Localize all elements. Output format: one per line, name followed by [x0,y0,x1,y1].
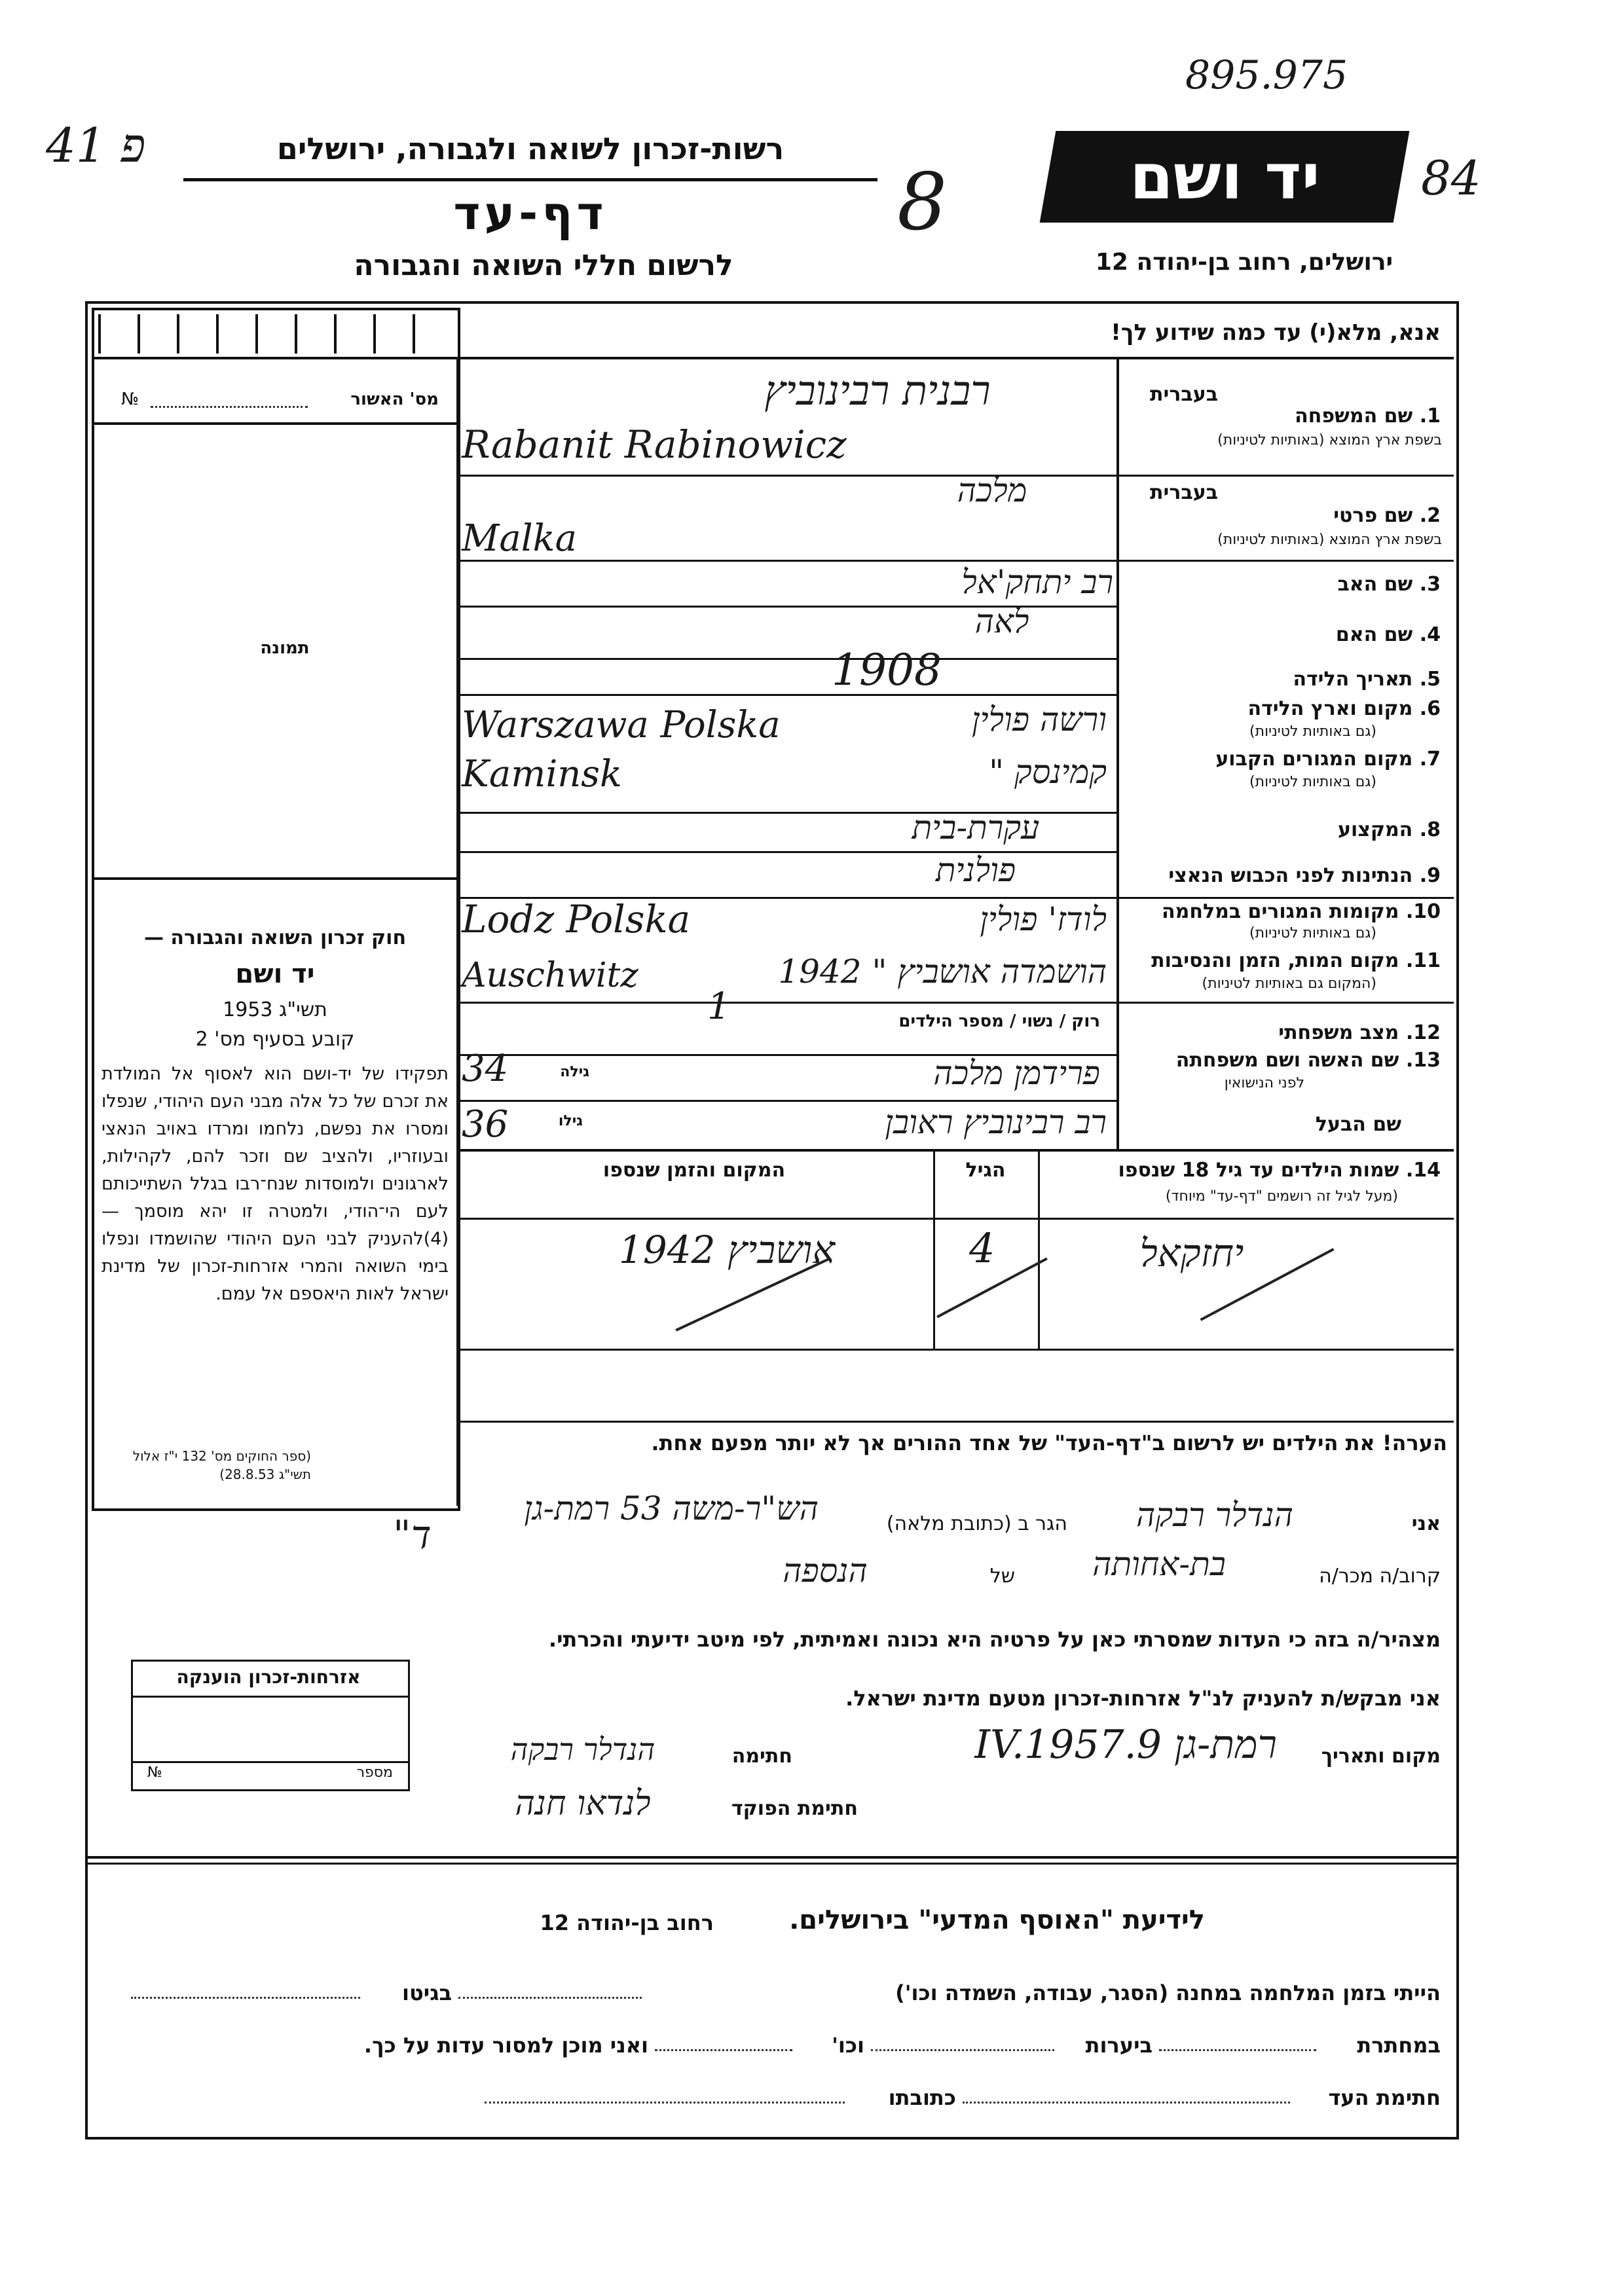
yad-vashem-logo [1040,131,1410,223]
decl-signature: הנדלר רבקה [510,1732,655,1767]
footer-rule-top [85,1856,1456,1859]
field-5-label: 5. תאריך הלידה [1293,668,1441,691]
decl-relative-label: קרוב/ה מכר/ה [1319,1565,1441,1588]
decl-request: אני מבקש/ת להעניק לנ"ל אזרחות-זכרון מטעם מדינת ישראל. [845,1686,1441,1711]
citizenship-no-symbol: № [147,1764,162,1781]
decl-statement: מצהיר/ה בזה כי העדות שמסרתי כאן על פרטיה היא נכונה ואמיתית, לפי מיטב ידיעתי והכרתי. [548,1627,1441,1652]
field-4-value: לאה [974,602,1029,640]
header-address: ירושלים, רחוב בן-יהודה 12 [1095,249,1393,276]
footer-line1-dots-2 [131,1997,360,1999]
in-hebrew-label-2: בעברית [1150,481,1218,504]
field-7-label: 7. מקום המגורים הקבוע [1215,748,1441,771]
field-4-label: 4. שם האם [1335,623,1441,646]
footer-line3-dots-2 [485,2102,845,2104]
field-5-value: 1908 [832,645,942,695]
sidebar-divider-law [93,877,456,880]
intro-text: אנא, מלא(י) עד כמה שידוע לך! [1111,319,1441,346]
sidebar-frame [92,308,460,1511]
handwritten-ref-left: 41 פ [46,118,146,173]
photo-label: תמונה [260,638,310,658]
footer-line1-b: בגיטו [402,1980,452,2005]
decl-of-value: הנספה [783,1552,868,1590]
decl-shel: של [989,1565,1015,1588]
field-11-label: 11. מקום המות, הזמן והנסיבות [1151,949,1441,972]
logo-text: יד ושם [1129,140,1320,213]
footer-line3-dots-1 [963,2102,1290,2104]
citizenship-box-divider [133,1696,408,1698]
field-13-label: 13. שם האשה ושם משפחתה [1175,1049,1441,1072]
decl-declarant: הנדלר רבקה [1136,1496,1293,1534]
law-name: יד ושם [235,959,315,989]
row-sep-9 [456,1002,1454,1004]
field-10-latin-value: Lodz Polska [462,897,691,941]
footer-line3-a: חתימת העד [1328,2085,1441,2110]
citizenship-number-label: מספר [356,1764,393,1781]
field-2-sub: בשפת ארץ המוצא (באותיות לטיניות) [1217,532,1442,548]
footer-line3-b: כתובתו [888,2085,956,2110]
sidebar-tick-strip [98,314,452,354]
footer-address: רחוב בן-יהודה 12 [540,1910,714,1935]
field-12-options: רוק / נשוי / מספר הילדים [898,1011,1100,1031]
field-13-sub: לפני הנישואין [1224,1075,1304,1091]
handwritten-ref-top: 895.975 [1185,52,1348,98]
field-9-value: פולנית [935,851,1016,889]
law-clause: קובע בסעיף מס' 2 [195,1028,355,1051]
law-text: תפקידו של יד-ושם הוא לאסוף אל המולדת את זכרם של כל אלה מבני העם היהודי, שנפלו ומסרו את נפשם, נלחמו ומרדו באויב הנאצי ובעוזריו, ולהציב שם וזכר להם, לקהילות, לארגונים ולמוסדות שנח־רבו בגלל השתייכותם לעם הי־הודי, ולמטרה זו יהא מוסמך — (4)להעניק לבני העם היהודי שהושמדו ונפלו בימי השואה והמרי אזרחות-זכרון של מדינת ישראל לאות היאספם אל עמם. [101,1064,449,1304]
field-6-hebrew-value: ורשה פולין [971,701,1107,738]
row-sep-4 [456,658,1118,660]
decl-signature-label: חתימה [731,1745,792,1768]
field-13-age-value: 34 [462,1048,509,1090]
footer-line1-a: הייתי בזמן המלחמה במחנה (הסגר, עבודה, השמדה וכו') [895,1980,1441,2005]
footer-line1-dots [458,1997,642,1999]
law-ref: (ספר החוקים מס' 132 י"ז אלול תשי"ג 28.8.53) [132,1448,311,1482]
approval-label: מס' האשור [350,390,439,409]
field-8-value: עקרת-בית [912,809,1040,847]
field-1-hebrew-value: רבנית רבינוביץ [764,367,991,414]
children-col-age [933,1149,935,1349]
children-col-age-label: הגיל [965,1159,1006,1182]
field-11-sub: (המקום גם באותיות לטיניות) [1202,975,1376,992]
field-9-label: 9. הנתינות לפני הכבוש הנאצי [1168,864,1441,887]
law-year: תשי"ג 1953 [223,998,327,1021]
form-subtitle: לרשום חללי השואה והגבורה [354,249,733,282]
decl-relation: בת-אחותה [1092,1545,1226,1583]
field-7-latin-value: Kaminsk [462,753,622,795]
approval-dotted-line [151,406,308,408]
approval-no-symbol: № [121,390,139,409]
field-3-value: רב יתחק'אל [961,563,1113,601]
field-8-label: 8. המקצוע [1338,818,1441,841]
husband-age-value: 36 [462,1103,509,1146]
footer-line2-a: במחתרת [1357,2033,1441,2058]
decl-residing-label: הגר ב (כתובת מלאה) [886,1512,1067,1535]
citizenship-box-divider-lower [133,1761,408,1763]
field-1-latin-value: Rabanit Rabinowicz [462,422,847,467]
authority-underline [183,178,877,181]
handwritten-number-center: 8 [897,157,948,248]
footer-line2-dots-3 [655,2049,792,2051]
child-age-value: 4 [969,1224,995,1272]
field-2-latin-value: Malka [462,517,577,560]
sidebar-strip-underline [93,357,456,359]
decl-place-date: רמת-גן 9.IV.1957 [974,1722,1277,1768]
footer-line2-d: ואני מוכן למסור עדות על כך. [363,2033,648,2058]
intro-underline [456,357,1454,359]
field-1-sub: בשפת ארץ המוצא (באותיות לטיניות) [1217,432,1442,448]
decl-officer: לנדאו חנה [515,1784,651,1823]
husband-label: שם הבעל [1315,1113,1401,1136]
field-11-latin-value: Auschwitz [462,956,638,995]
children-col-name [1038,1149,1040,1349]
handwritten-ref-right: 84 [1421,151,1481,206]
field-10-hebrew-value: לודז' פולין [980,900,1107,938]
husband-value: רב רבינוביץ ראובן [885,1103,1107,1141]
field-12-value: 1 [707,985,731,1028]
field-6-sub: (גם באותיות לטיניות) [1249,723,1376,740]
children-table-bottom [456,1349,1454,1351]
field-13-age-label: גילה [560,1064,589,1080]
decl-place-date-label: מקום ותאריך [1321,1745,1441,1768]
citizenship-box-title: אזרחות-זכרון הוענקה [176,1666,361,1688]
children-header-underline [456,1218,1454,1220]
child-name-value: יחזקאל [1139,1231,1244,1275]
field-6-latin-value: Warszawa Polska [462,704,781,746]
row-sep-11 [456,1100,1118,1102]
footer-title: לידיעת "האוסף המדעי" בירושלים. [789,1905,1205,1935]
field-10-sub: (גם באותיות לטיניות) [1249,925,1376,941]
field-2-hebrew-value: מלכה [957,471,1027,509]
form-title: דף-עד [453,187,608,240]
field-7-sub: (גם באותיות לטיניות) [1249,774,1376,790]
field-6-label: 6. מקום וארץ הלידה [1247,697,1441,720]
row-sep-12 [456,1149,1454,1152]
footer-line2-b: ביערות [1085,2033,1153,2058]
footer-line2-c: וכו' [832,2033,864,2058]
husband-age-label: גילו [558,1113,583,1129]
field-11-hebrew-value: הושמדה אושביץ " 1942 [778,953,1107,991]
field-1-label: 1. שם המשפחה [1295,405,1441,428]
footer-line2-dots-2 [871,2049,1054,2051]
decl-officer-label: חתימת הפוקד [731,1797,858,1820]
decl-address: הש"ר-משה 53 רמת-גן [524,1489,819,1527]
decl-margin-note: "ד [393,1512,432,1558]
row-sep-5 [456,694,1118,696]
field-13-value: פרידמן מלכה [933,1054,1100,1092]
in-hebrew-label-1: בעברית [1150,383,1218,406]
field-14-sub: (מעל לגיל זה רושמים "דף-עד" מיוחד) [1165,1188,1398,1205]
footer-line2-dots-1 [1159,2049,1316,2051]
authority-line: רשות-זכרון לשואה ולגבורה, ירושלים [276,131,784,166]
note-rule [456,1421,1454,1423]
field-10-label: 10. מקומות המגורים במלחמה [1162,900,1441,923]
law-title: חוק זכרון השואה והגבורה — [143,926,407,949]
note-text: הערה! את הילדים יש לרשום ב"דף-העד" של אחד ההורים אך לא יותר מפעם אחת. [651,1430,1447,1455]
field-7-hebrew-value: קמינסק " [989,753,1107,791]
children-col-place-label: המקום והזמן שנספו [602,1159,786,1182]
row-sep-2 [456,560,1454,562]
field-2-label: 2. שם פרטי [1333,504,1441,527]
field-14-label: 14. שמות הילדים עד גיל 18 שנספו [1118,1159,1441,1182]
footer-rule-second [85,1863,1456,1865]
field-3-label: 3. שם האב [1337,573,1441,596]
field-12-label: 12. מצב משפחתי [1278,1021,1441,1044]
sidebar-divider-approval [93,422,456,425]
decl-ani: אני [1411,1512,1441,1535]
child-place-value: אושביץ 1942 [618,1228,836,1272]
value-column-left [456,357,459,1506]
